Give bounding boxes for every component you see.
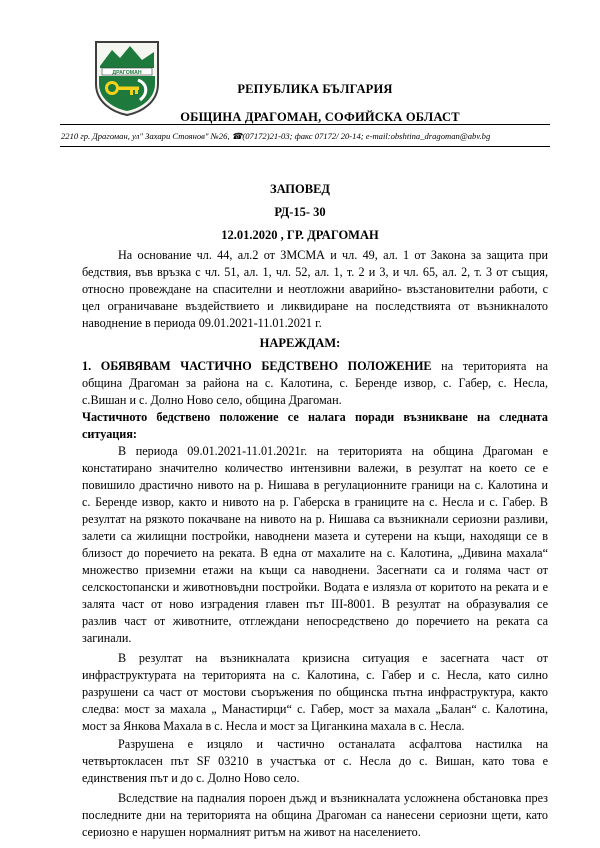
text-line: единствения път и до с. Долно Ново село. <box>82 771 300 785</box>
text-line: сериозно е нарушен нормалният ритъм на живот на населението. <box>82 825 421 839</box>
item-1-rest: на територията на <box>431 359 548 373</box>
text-line: залята част от ново изградения главен път III-8001. В резултат на образувалия се <box>82 597 548 611</box>
order-number: РД-15- 30 <box>274 205 326 219</box>
text-line: с.Вишан и с. Долно Ново село, община Драгоман. <box>82 393 342 407</box>
header-divider <box>60 124 550 125</box>
text-line: В резултат на възникналата кризисна ситуация е засегната част от <box>118 651 548 665</box>
text-line: относно провеждане на спасителни и неотложни аварийно- възстановителни работи, с <box>82 282 548 296</box>
situation-heading: ситуация: <box>82 427 137 441</box>
road-paragraph <box>82 736 548 787</box>
text-line: констатирано значително количество интензивни валежи, в резултат на което се е <box>82 461 548 475</box>
text-line: резултат на рязкото покачване на нивото на р. Нишава са възникнали сериозни разливи, <box>82 512 548 526</box>
item-1-declaration: 1. ОБЯВЯВАМ ЧАСТИЧНО БЕДСТВЕНО ПОЛОЖЕНИЕ <box>82 359 432 373</box>
text-line: четвъртокласен път SF 03210 в участъка от с. Несла до с. Вишан, като това е <box>82 754 548 768</box>
address-line: 2210 гр. Драгоман, ул" Захари Стоянов" №26, ☎(07172)21-03; факс 07172/ 20-14; e-mail:obshtina_dragoman@abv.bg <box>61 131 491 141</box>
consequences-paragraph <box>82 790 548 841</box>
order-title: ЗАПОВЕД <box>269 182 331 196</box>
text-line: цел ограничаване въздействието и ликвидиране на последствията от възникналото <box>82 299 548 313</box>
text-line: селскостопански и животновъдни постройки. Водата е излязла от коритото на реката и е <box>82 580 548 594</box>
text-line: последните дни на територията на община Драгоман са нанесени сериозни щети, като <box>82 808 548 822</box>
text-line: мост за Янкова Махала в с. Несла и мост за Циганкина махала в с. Несла. <box>82 719 465 733</box>
text-line: бедствия, във връзка с чл. 51, ал. 1, чл. 52, ал. 1, т. 2 и 3, и чл. 65, ал. 2, т. 3 от същия, <box>82 265 548 279</box>
text-line <box>82 358 548 375</box>
infrastructure-paragraph <box>82 650 548 735</box>
item-1-paragraph <box>82 358 548 443</box>
country-title: РЕПУБЛИКА БЪЛГАРИЯ <box>237 82 393 96</box>
text-line: с. Беренде извор, както и нивото на р. Габерска в границите на с. Несла и с. Габер. В <box>82 495 548 509</box>
text-line: повишило драстично нивото на р. Нишава в регулационните граници на с. Калотина и <box>82 478 548 492</box>
text-line: залети са жилищни постройки, наводнени мазета и сутерени на къщи, находящи се в <box>82 529 548 543</box>
text-line: Разрушена е изцяло и частично останалата асфалтова настилка на <box>118 737 548 751</box>
situation-heading: Частичното бедствено положение се налага поради възникване на следната <box>82 410 548 424</box>
text-line: В периода 09.01.2021-11.01.2021г. на територията на община Драгоман е <box>118 444 548 458</box>
intro-paragraph <box>82 247 548 332</box>
text-line: община Драгоман за района на с. Калотина, с. Беренде извор, с. Габер, с. Несла, <box>82 376 548 390</box>
text-line: разрушени са част от мостови съоръжения по общинска пътна инфраструктура, както <box>82 685 548 699</box>
situation-paragraph <box>82 443 548 647</box>
ordain-heading: НАРЕЖДАМ: <box>259 336 341 350</box>
text-line: загинали. <box>82 631 132 645</box>
text-line: Вследствие на падналия пороен дъжд и възникналата усложнена обстановка през <box>118 791 548 805</box>
text-line: инфраструктурата на територията на с. Калотина, с. Габер и с. Несла, като силно <box>82 668 548 682</box>
order-date-place: 12.01.2020 , ГР. ДРАГОМАН <box>221 228 379 242</box>
municipality-title: ОБЩИНА ДРАГОМАН, СОФИЙСКА ОБЛАСТ <box>180 110 460 124</box>
text-line: наводнение в периода 09.01.2021-11.01.2021 г. <box>82 316 322 330</box>
text-line: На основание чл. 44, ал.2 от ЗМСМА и чл. 49, ал. 1 от Закона за защита при <box>118 248 548 262</box>
text-line: разлив част от животните, отглеждани непосредствено до поречието на реката са <box>82 614 548 628</box>
text-line: множество приземни етажи на къщи са наводнени. Засегнати са и голяма част от <box>82 563 548 577</box>
text-line: близост до поречието на реката. В една от махалите на с. Калотина, „Дивина махала“ <box>82 546 548 560</box>
header-divider <box>60 146 550 147</box>
text-line: следва: мост за махала „ Манастирци“ с. Габер, мост за махала „Балан“ с. Калотина, <box>82 702 548 716</box>
municipality-crest-icon <box>90 38 164 116</box>
crest-label: ДРАГОМАН <box>112 69 142 76</box>
